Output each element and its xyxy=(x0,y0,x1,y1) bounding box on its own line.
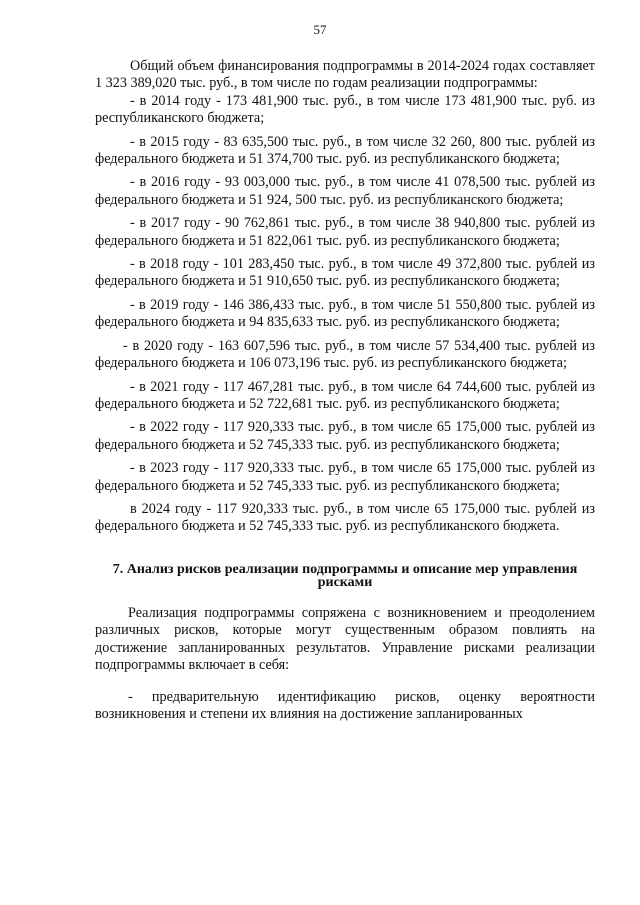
year-entry-2019: - в 2019 году - 146 386,433 тыс. руб., в том числе 51 550,800 тыс. рублей из федерального бюджета и 94 835,633 тыс. руб. из республиканского бюджета; xyxy=(95,296,595,331)
year-entry-2022: - в 2022 году - 117 920,333 тыс. руб., в том числе 65 175,000 тыс. рублей из федерального бюджета и 52 745,333 тыс. руб. из республиканского бюджета; xyxy=(95,419,595,453)
financing-intro: Общий объем финансирования подпрограммы в 2014-2024 годах составляет 1 323 389,020 тыс. руб., в том числе по годам реализации подпрограммы: xyxy=(95,58,595,92)
page-number: 57 xyxy=(313,22,327,37)
year-entry-2018: - в 2018 году - 101 283,450 тыс. руб., в том числе 49 372,800 тыс. рублей из федерального бюджета и 51 910,650 тыс. руб. из республиканского бюджета; xyxy=(95,256,595,290)
year-entry-2020: - в 2020 году - 163 607,596 тыс. руб., в том числе 57 534,400 тыс. рублей из федерального бюджета и 106 073,196 тыс. руб. из республиканского бюджета; xyxy=(95,337,595,372)
section-heading: 7. Анализ рисков реализации подпрограммы и описание мер управления рисками xyxy=(112,561,578,590)
risk-item: - предварительную идентификацию рисков, оценку вероятности возникновения и степени их влияния на достижение запланированных xyxy=(95,688,595,722)
year-entry-2017: - в 2017 году - 90 762,861 тыс. руб., в том числе 38 940,800 тыс. рублей из федерального бюджета и 51 822,061 тыс. руб. из республиканского бюджета; xyxy=(95,215,595,249)
document-body xyxy=(95,58,595,738)
year-entry-2021: - в 2021 году - 117 467,281 тыс. руб., в том числе 64 744,600 тыс. рублей из федерального бюджета и 52 722,681 тыс. руб. из республиканского бюджета; xyxy=(95,378,595,412)
year-entry-2024: в 2024 году - 117 920,333 тыс. руб., в том числе 65 175,000 тыс. рублей из федерального бюджета и 52 745,333 тыс. руб. из республиканского бюджета. xyxy=(95,500,595,535)
year-entry-2023: - в 2023 году - 117 920,333 тыс. руб., в том числе 65 175,000 тыс. рублей из федерального бюджета и 52 745,333 тыс. руб. из республиканского бюджета; xyxy=(95,460,595,494)
risk-paragraph: Реализация подпрограммы сопряжена с возникновением и преодолением различных рисков, которые могут существенным образом повлиять на достижение запланированных результатов. Управление рисками реализации подпрограммы включает в себя: xyxy=(95,604,595,673)
year-entry-2014: - в 2014 году - 173 481,900 тыс. руб., в том числе 173 481,900 тыс. руб. из республиканского бюджета; xyxy=(95,92,595,127)
year-entry-2016: - в 2016 году - 93 003,000 тыс. руб., в том числе 41 078,500 тыс. рублей из федерального бюджета и 51 924, 500 тыс. руб. из республиканского бюджета; xyxy=(95,174,595,208)
year-entry-2015: - в 2015 году - 83 635,500 тыс. руб., в том числе 32 260, 800 тыс. рублей из федерального бюджета и 51 374,700 тыс. руб. из республиканского бюджета; xyxy=(95,133,595,168)
